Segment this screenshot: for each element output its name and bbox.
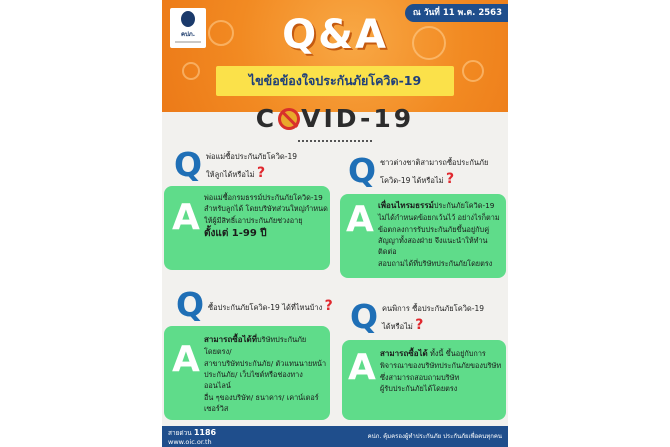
question-mark-icon: ?	[324, 298, 333, 314]
question-mark-icon: ?	[446, 170, 455, 187]
a4-letter: A	[348, 347, 376, 388]
a1-emphasis: ตั้งแต่ 1-99 ปี	[204, 227, 267, 239]
q1-line: พ่อแม่ซื้อประกันภัยโควิด-19	[206, 152, 298, 161]
a3-line: อื่น ๆของบริษัท/ ธนาคาร/ เคาน์เตอร์เซอร์วิส	[204, 392, 319, 413]
a2-letter: A	[346, 199, 374, 240]
a1-line: สำหรับลูกได้ โดยบริษัทส่วนใหญ่กำหนด	[204, 204, 328, 214]
qa-title: Q&A	[282, 12, 388, 58]
hotline-label: สายด่วน	[168, 429, 192, 437]
q4-line: คนพิการ ซื้อประกันภัยโควิด-19	[382, 304, 485, 313]
question-mark-icon: ?	[256, 164, 266, 181]
q4-line: ได้หรือไม่ ?	[382, 316, 424, 333]
a3-line: สามารถซื้อได้ที่บริษัทประกันภัยโดยตรง/	[204, 335, 307, 357]
virus-decoration-icon	[462, 60, 484, 82]
a2-line: สัญญาทั้งสองฝ่าย จึงแนะนำให้ทำนติดต่อ	[378, 235, 488, 257]
q4-question	[382, 304, 484, 335]
a1-answer	[204, 192, 328, 241]
a3-letter: A	[172, 339, 200, 380]
q3-question	[208, 296, 333, 316]
a1-box	[164, 186, 330, 270]
a3-line: สาขาบริษัทประกันภัย/ ตัวแทนนายหน้า	[204, 358, 327, 368]
covid-heading-c: C	[255, 104, 278, 133]
a4-line: ซึ่งสามารถสอบถามบริษัท	[380, 372, 460, 382]
q1-letter: Q	[174, 145, 203, 184]
header-banner	[162, 0, 508, 112]
agency-tagline: คปภ. คุ้มครองผู้ทำประกันภัย ประกันภัยเพื่อคนทุกคน	[367, 433, 502, 440]
a4-box	[342, 340, 506, 420]
website-link[interactable]: www.oic.or.th	[168, 438, 212, 447]
virus-decoration-icon	[182, 62, 200, 80]
a4-line: พิจารณาของบริษัทประกันภัยของบริษัท	[380, 361, 502, 371]
infographic-poster	[162, 0, 508, 447]
a2-box	[340, 194, 506, 278]
dotted-divider	[298, 140, 372, 142]
a4-answer	[380, 348, 504, 394]
a1-line: พ่อแม่ซื้อกรมธรรม์ประกันภัยโควิด-19	[204, 193, 323, 202]
q2-line: โควิด-19 ได้หรือไม่ ?	[380, 170, 455, 187]
a2-line: ไม่ได้กำหนดข้อยกเว้นไว้ อย่างไรก็ตาม	[378, 213, 500, 223]
q3-letter: Q	[176, 285, 205, 324]
q2-letter: Q	[348, 151, 377, 190]
covid-heading-rest: VID-19	[301, 104, 415, 133]
a1-line: ให้ผู้มีสิทธิ์เอาประกันภัยช่วงอายุ	[204, 215, 303, 225]
hotline	[168, 428, 216, 447]
logo-text: คปภ.	[180, 31, 196, 38]
a2-line: สอบถามได้ที่บริษัทประกันภัยโดยตรง	[378, 258, 493, 268]
q2-question	[380, 158, 488, 189]
a1-letter: A	[172, 197, 200, 238]
a4-line: ผู้รับประกันภัยได้โดยตรง	[380, 383, 458, 393]
q1-line: ให้ลูกได้หรือไม่ ?	[206, 164, 266, 181]
subtitle-banner: ไขข้อข้องใจประกันภัยโควิด-19	[216, 66, 454, 96]
hotline-number: 1186	[193, 428, 217, 437]
a3-line: ประกันภัย/ เว็บไซต์หรือช่องทางออนไลน์	[204, 369, 303, 391]
a2-answer	[378, 200, 504, 269]
a4-line: สามารถซื้อได้ ทั้งนี้ ขึ้นอยู่กับการ	[380, 349, 486, 358]
a2-line: ข้อตกลงการรับประกันภัยขึ้นอยู่กับคู่	[378, 224, 490, 234]
question-mark-icon: ?	[415, 316, 424, 333]
q2-line: ชาวต่างชาติสามารถซื้อประกันภัย	[380, 158, 489, 167]
coronavirus-icon	[278, 108, 300, 130]
q1-question	[206, 152, 297, 183]
a3-box	[164, 326, 330, 420]
q4-letter: Q	[350, 297, 379, 336]
q3-line: ซื้อประกันภัยโควิด-19 ได้ที่ไหนบ้าง ?	[208, 298, 333, 314]
date-badge: ณ วันที่ 11 พ.ค. 2563	[405, 4, 508, 22]
a3-answer	[204, 334, 328, 414]
covid-heading	[162, 104, 508, 133]
footer-bar	[162, 426, 508, 447]
a2-line: เพื่อนไทรมธรรม์ประกันภัยโควิด-19	[378, 201, 495, 210]
